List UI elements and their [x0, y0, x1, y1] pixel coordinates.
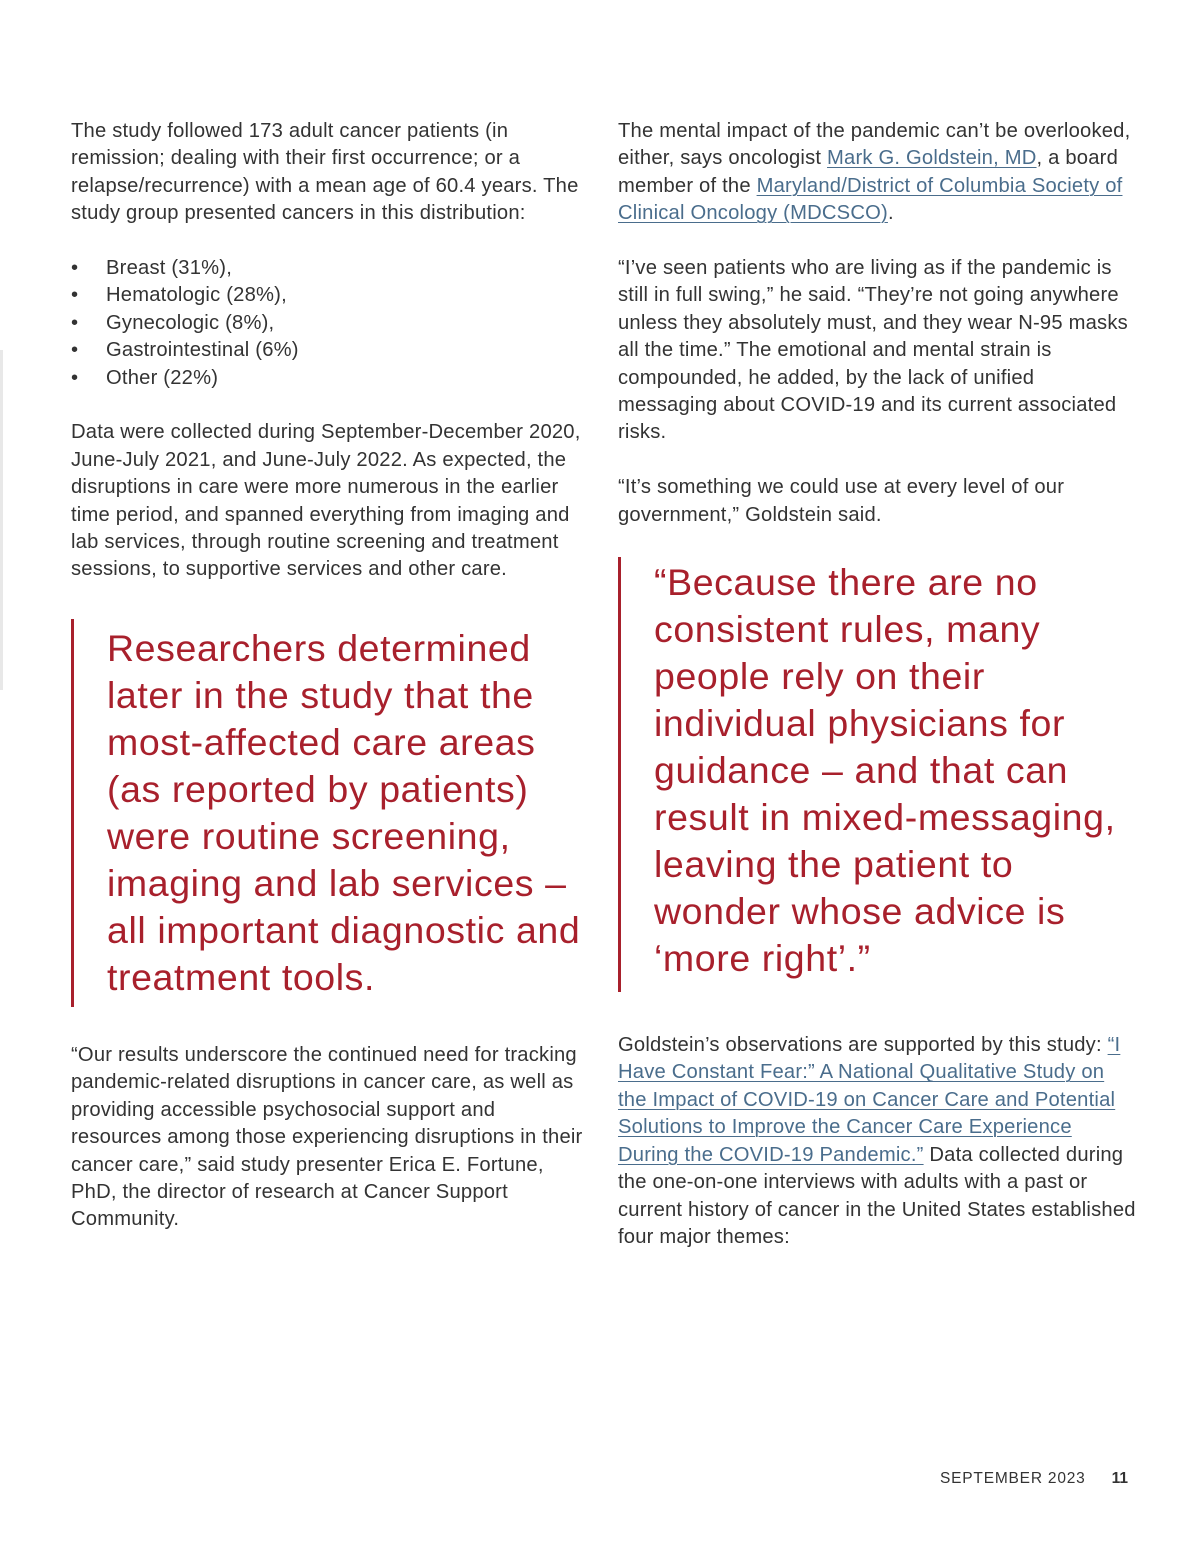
intro-paragraph: The study followed 173 adult cancer patients (in remission; dealing with their first occurrence; or a relapse/recurrence) with a mean age of 60.4 years. The study group presented cancers in this distribution: [71, 120, 579, 225]
goldstein-link[interactable]: Mark G. Goldstein, MD [827, 147, 1037, 170]
mdcsco-link[interactable]: Maryland/District of Columbia Society of Clinical Oncology (MDCSCO) [618, 174, 1123, 225]
left-column [71, 118, 586, 1234]
page-edge-shadow [0, 350, 3, 690]
patients-quote-paragraph: “I’ve seen patients who are living as if the pandemic is still in full swing,” he said. “They’re not going anywhere unless they absolutely must, and they wear N-95 masks all the time.” The emotional and mental strain is compounded, he added, by the lack of unified messaging about COVID-19 and its current associated risks. [618, 257, 1128, 444]
cancer-distribution-list [71, 255, 586, 392]
paragraph-text: Goldstein’s observations are supported by this study: [618, 1034, 1108, 1057]
right-column [618, 118, 1138, 1251]
list-item: • Other (22%) [71, 365, 586, 392]
paragraph-text: , a board member of the [618, 147, 1119, 197]
pull-quote-researchers: Researchers determined later in the study that the most-affected care areas (as reported by patients) were routine screening, imaging and lab services – all important diagnostic and treatment tools. [71, 619, 586, 1007]
fortune-quote-paragraph: “Our results underscore the continued need for tracking pandemic-related disruptions in cancer care, as well as providing accessible psychosocial support and resources among those experiencing disruptions in their cancer care,” said study presenter Erica E. Fortune, PhD, the director of research at Cancer Support Community. [71, 1043, 583, 1231]
list-item: • Hematologic (28%), [71, 282, 586, 309]
government-quote-paragraph: “It’s something we could use at every level of our government,” Goldstein said. [618, 476, 1065, 526]
list-item: • Gynecologic (8%), [71, 310, 586, 337]
list-item: • Gastrointestinal (6%) [71, 337, 586, 364]
study-observations-paragraph [618, 1032, 1138, 1251]
paragraph-text: The mental impact of the pandemic can’t be overlooked, either, says oncologist [618, 120, 1131, 170]
constant-fear-study-link[interactable]: “I Have Constant Fear:” A National Qualitative Study on the Impact of COVID-19 on Cancer Care and Potential Solutions to Improve the Cancer Care Experience During the COVID-19 Pandemic.” [618, 1034, 1121, 1166]
list-item: • Breast (31%), [71, 255, 586, 282]
data-collection-paragraph: Data were collected during September-December 2020, June-July 2021, and June-July 2022. As expected, the disruptions in care were more numerous in the earlier time period, and spanned everything from imaging and lab services, through routine screening and treatment sessions, to supportive services and other care. [71, 421, 581, 581]
mental-impact-paragraph [618, 118, 1138, 228]
issue-date: SEPTEMBER 2023 [940, 1470, 1086, 1487]
paragraph-text: . [887, 202, 894, 225]
paragraph-text: Data collected during the one-on-one interviews with adults with a past or current history of cancer in the United States established four major themes: [618, 1143, 1136, 1248]
page-footer [940, 1470, 1128, 1488]
pull-quote-consistent-rules: “Because there are no consistent rules, many people rely on their individual physicians for guidance – and that can result in mixed-messaging, leaving the patient to wonder whose advice is ‘more right’.” [618, 557, 1138, 992]
page-number: 11 [1111, 1470, 1128, 1487]
